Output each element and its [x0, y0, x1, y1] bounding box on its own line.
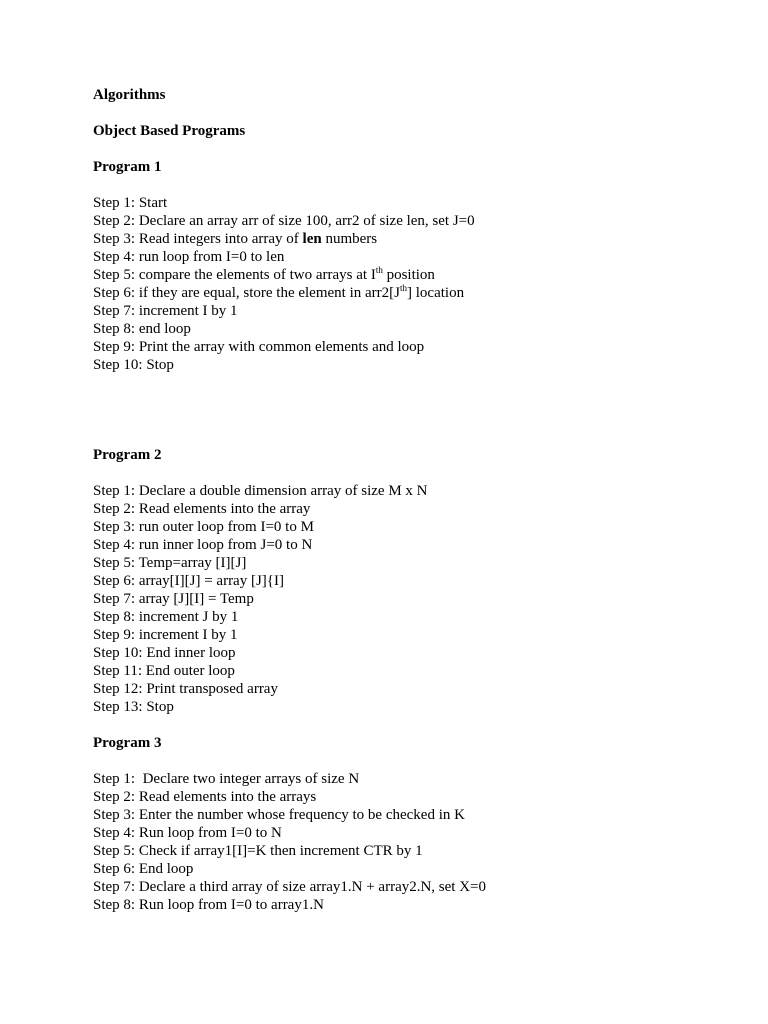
program-1-step: Step 9: Print the array with common elements and loop [93, 339, 425, 355]
step-text: Step 6: if they are equal, store the element in arr2[J [93, 285, 400, 301]
program-2-heading: Program 2 [93, 447, 162, 463]
program-2-step: Step 5: Temp=array [I][J] [93, 555, 247, 571]
program-1-step: Step 10: Stop [93, 357, 174, 373]
program-3-step: Step 5: Check if array1[I]=K then increment CTR by 1 [93, 843, 423, 859]
program-3-step: Step 2: Read elements into the arrays [93, 789, 317, 805]
spacer [93, 464, 713, 482]
document-content [93, 86, 713, 914]
section-title: Object Based Programs [93, 123, 246, 139]
program-3-step: Step 1: Declare two integer arrays of size N [93, 771, 360, 787]
program-3-step: Step 3: Enter the number whose frequency to be checked in K [93, 807, 465, 823]
program-1-step [93, 266, 713, 284]
document-title: Algorithms [93, 87, 166, 103]
program-2-step: Step 6: array[I][J] = array [J]{I] [93, 573, 284, 589]
spacer [93, 374, 713, 446]
program-2-step: Step 8: increment J by 1 [93, 609, 239, 625]
program-2-step: Step 9: increment I by 1 [93, 627, 238, 643]
program-1-step: Step 1: Start [93, 195, 168, 211]
program-1-step [93, 230, 713, 248]
program-3-heading: Program 3 [93, 735, 162, 751]
step-text: Step 3: Read integers into array of [93, 231, 303, 247]
step-text: ] location [407, 285, 465, 301]
spacer [93, 140, 713, 158]
program-1-step: Step 7: increment I by 1 [93, 303, 238, 319]
superscript: th [399, 283, 407, 293]
program-2-steps [93, 482, 713, 716]
spacer [93, 176, 713, 194]
program-1-step: Step 8: end loop [93, 321, 191, 337]
program-1-step: Step 2: Declare an array arr of size 100, arr2 of size len, set J=0 [93, 213, 475, 229]
program-2-step: Step 11: End outer loop [93, 663, 235, 679]
program-2-step: Step 12: Print transposed array [93, 681, 278, 697]
superscript: th [375, 265, 383, 275]
step-text: numbers [321, 231, 378, 247]
spacer [93, 752, 713, 770]
step-text: Step 5: compare the elements of two arrays at I [93, 267, 376, 283]
program-1-steps [93, 194, 713, 374]
step-text: position [382, 267, 435, 283]
program-3-step: Step 8: Run loop from I=0 to array1.N [93, 897, 324, 913]
spacer [93, 716, 713, 734]
program-2-step: Step 7: array [J][I] = Temp [93, 591, 254, 607]
spacer [93, 104, 713, 122]
step-emphasis: len [302, 231, 322, 247]
program-3-steps [93, 770, 713, 914]
program-2-step: Step 13: Stop [93, 699, 174, 715]
program-3-step: Step 7: Declare a third array of size array1.N + array2.N, set X=0 [93, 879, 487, 895]
program-3-step: Step 4: Run loop from I=0 to N [93, 825, 282, 841]
program-2-step: Step 3: run outer loop from I=0 to M [93, 519, 314, 535]
program-1-heading: Program 1 [93, 159, 162, 175]
program-2-step: Step 10: End inner loop [93, 645, 236, 661]
program-2-step: Step 1: Declare a double dimension array of size M x N [93, 483, 428, 499]
program-1-step [93, 284, 713, 302]
program-2-step: Step 2: Read elements into the array [93, 501, 311, 517]
program-1-step: Step 4: run loop from I=0 to len [93, 249, 285, 265]
program-2-step: Step 4: run inner loop from J=0 to N [93, 537, 313, 553]
program-3-step: Step 6: End loop [93, 861, 194, 877]
